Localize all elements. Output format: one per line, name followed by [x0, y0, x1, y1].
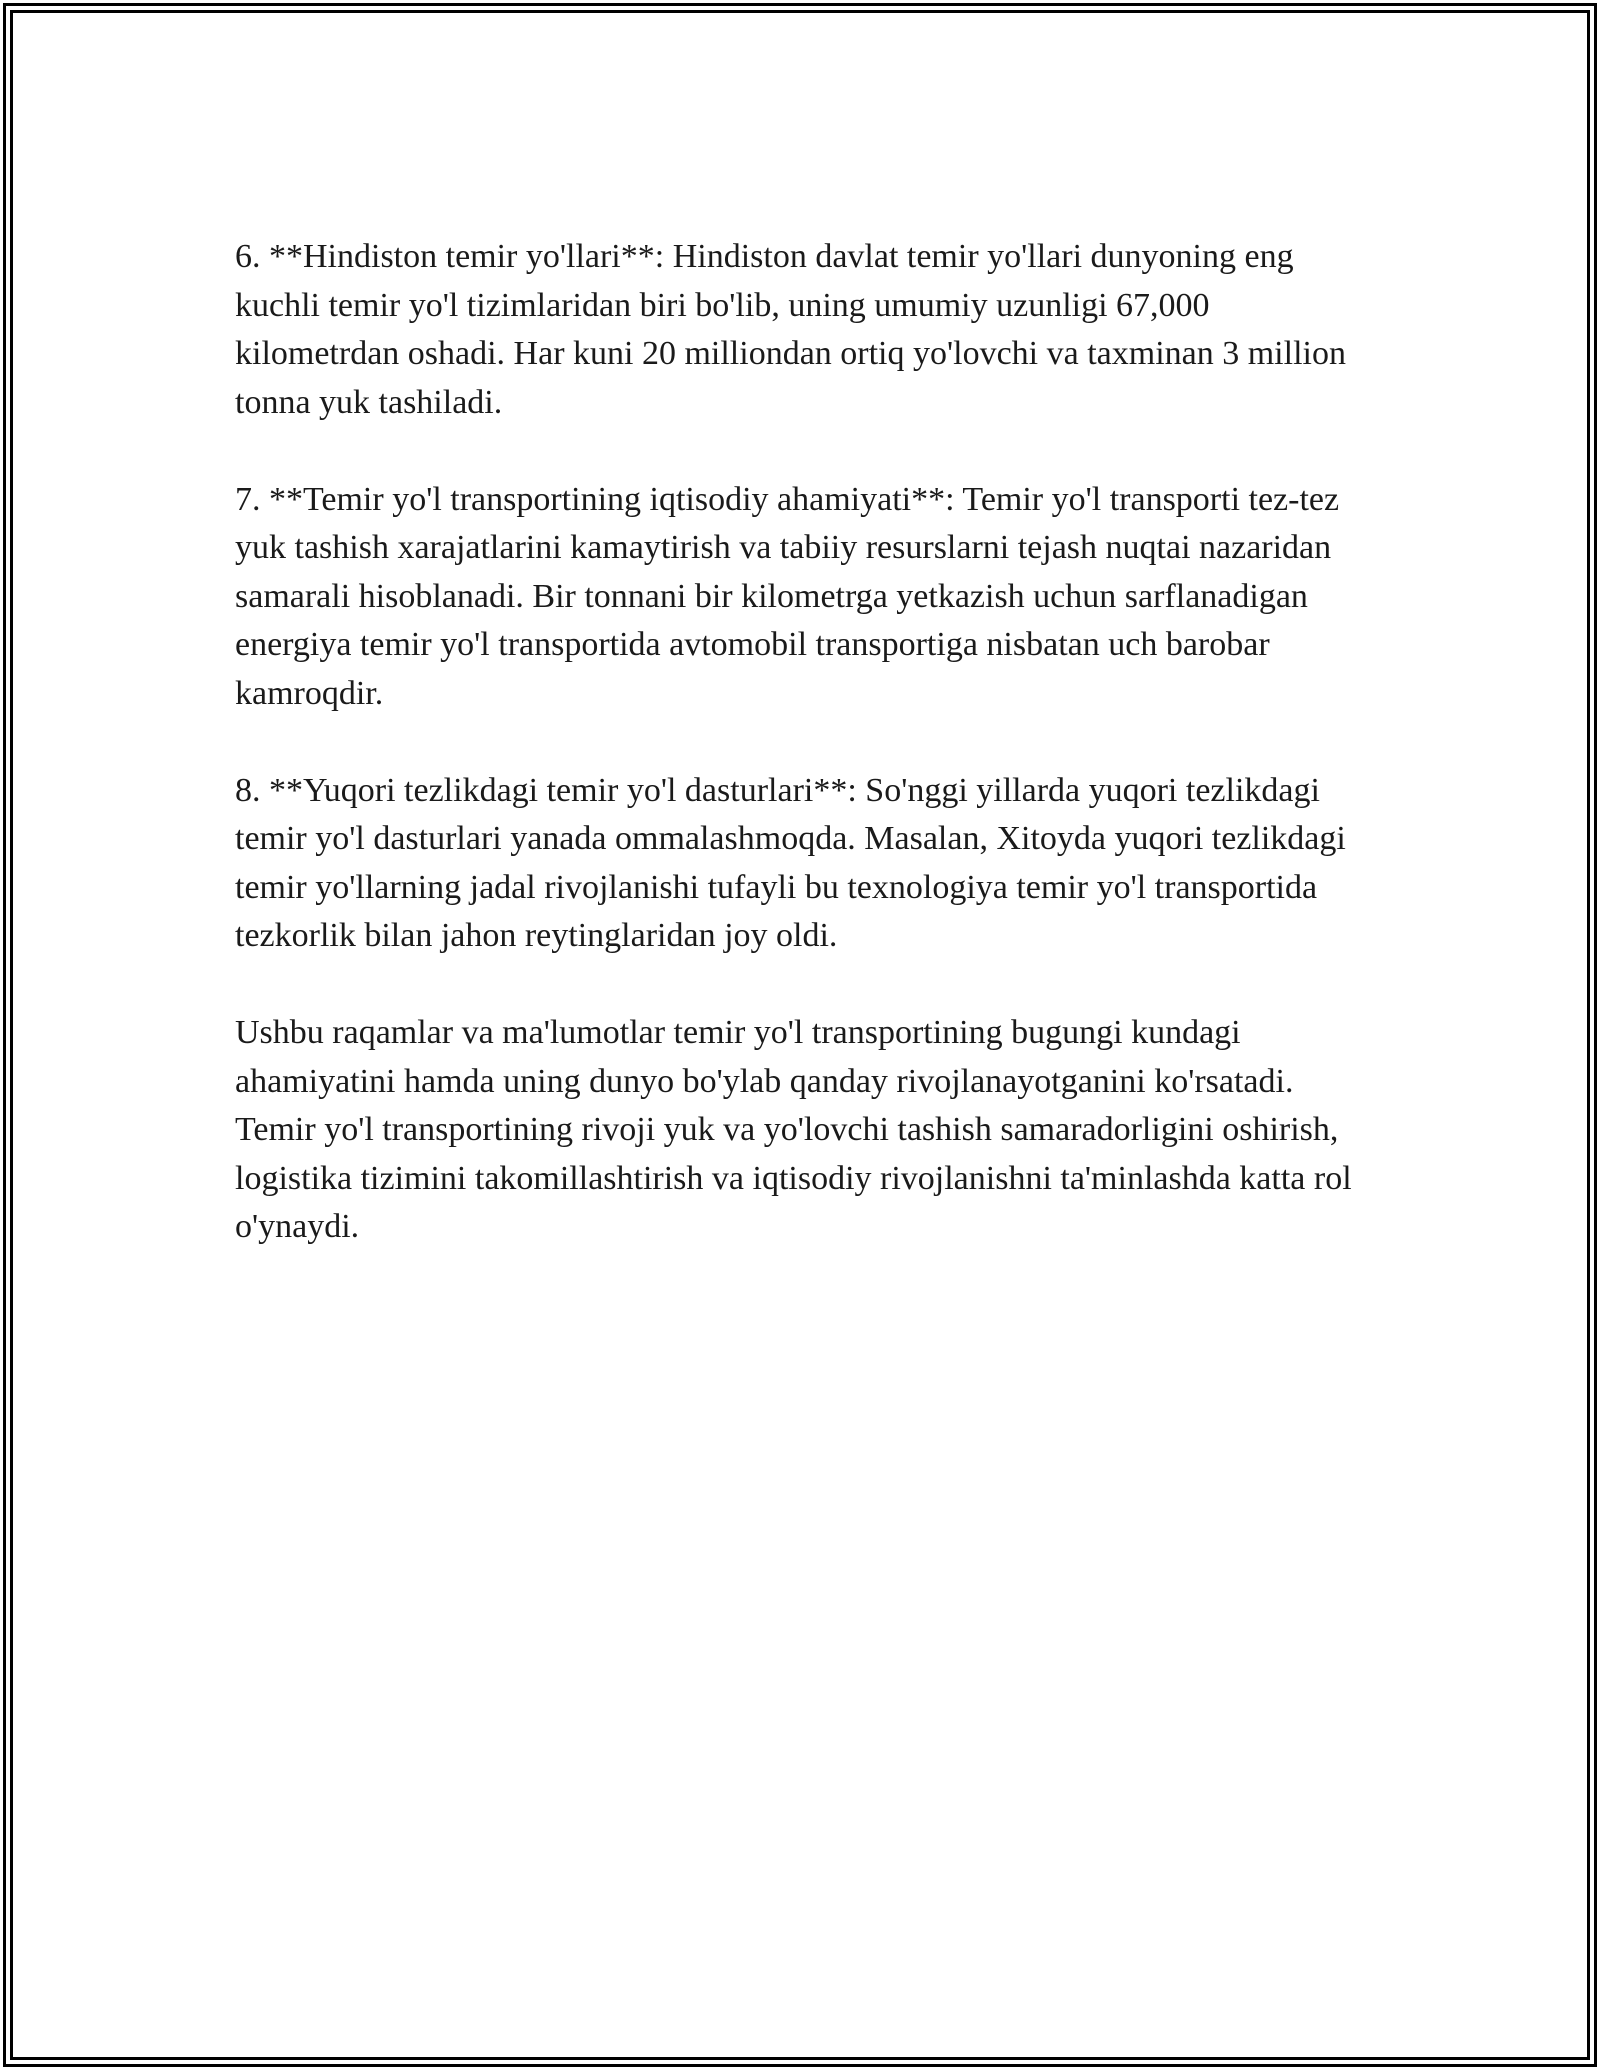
paragraph-conclusion: Ushbu raqamlar va ma'lumotlar temir yo'l transportining bugungi kundagi ahamiyatini hamda uning dunyo bo'ylab qanday rivojlanayotganini ko'rsatadi. Temir yo'l transportining rivoji yuk va yo'lovchi tashish samaradorligini oshirish, logistika tizimini takomillashtirish va iqtisodiy rivojlanishni ta'minlashda katta rol o'ynaydi.: [235, 1014, 1352, 1245]
paragraph-india-railways: 6. **Hindiston temir yo'llari**: Hindiston davlat temir yo'llari dunyoning eng kuchli temir yo'l tizimlaridan biri bo'lib, uning umumiy uzunligi 67,000 kilometrdan oshadi. Har kuni 20 milliondan ortiq yo'lovchi va taxminan 3 million tonna yuk tashiladi.: [235, 238, 1346, 421]
paragraph-economic-importance: 7. **Temir yo'l transportining iqtisodiy ahamiyati**: Temir yo'l transporti tez-tez yuk tashish xarajatlarini kamaytirish va tabiiy resurslarni tejash nuqtai nazaridan samarali hisoblanadi. Bir tonnani bir kilometrga yetkazish uchun sarflanadigan energiya temir yo'l transportida avtomobil transportiga nisbatan uch barobar kamroqdir.: [235, 480, 1340, 712]
document-body: [235, 233, 1365, 1300]
paragraph-high-speed-rail: 8. **Yuqori tezlikdagi temir yo'l dasturlari**: So'nggi yillarda yuqori tezlikdagi temir yo'l dasturlari yanada ommalashmoqda. Masalan, Xitoyda yuqori tezlikdagi temir yo'llarning jadal rivojlanishi tufayli bu texnologiya temir yo'l transportida tezkorlik bilan jahon reytinglaridan joy oldi.: [235, 771, 1346, 954]
